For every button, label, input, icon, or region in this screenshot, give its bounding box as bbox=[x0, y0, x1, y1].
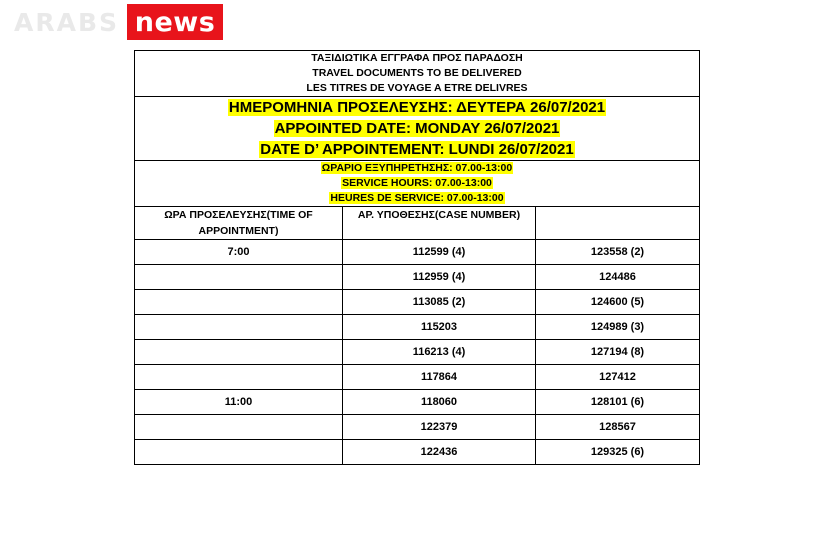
time-cell bbox=[135, 415, 343, 440]
column-header-case: ΑΡ. ΥΠΟΘΕΣΗΣ(CASE NUMBER) bbox=[343, 207, 536, 240]
appointment-date-cell bbox=[135, 97, 700, 161]
time-cell bbox=[135, 315, 343, 340]
case-cell: 118060 bbox=[343, 390, 536, 415]
table-row bbox=[135, 265, 700, 290]
table-row bbox=[135, 365, 700, 390]
table-row bbox=[135, 440, 700, 465]
time-cell bbox=[135, 265, 343, 290]
appointment-date-row bbox=[135, 97, 700, 161]
table-row bbox=[135, 415, 700, 440]
case-cell: 123558 (2) bbox=[536, 240, 700, 265]
appointment-date-greek: ΗΜΕΡΟΜΗΝΙΑ ΠΡΟΣΕΛΕΥΣΗΣ: ΔΕΥΤΕΡΑ 26/07/2021 bbox=[228, 99, 606, 116]
column-header-row bbox=[135, 207, 700, 240]
service-hours-french: HEURES DE SERVICE: 07.00-13:00 bbox=[330, 192, 504, 204]
case-cell: 124989 (3) bbox=[536, 315, 700, 340]
time-cell bbox=[135, 365, 343, 390]
case-cell: 124486 bbox=[536, 265, 700, 290]
time-cell: 7:00 bbox=[135, 240, 343, 265]
column-header-extra bbox=[536, 207, 700, 240]
column-header-time: ΩΡΑ ΠΡΟΣΕΛΕΥΣΗΣ(TIME OF APPOINTMENT) bbox=[135, 207, 343, 240]
case-cell: 122379 bbox=[343, 415, 536, 440]
case-cell: 122436 bbox=[343, 440, 536, 465]
title-row bbox=[135, 51, 700, 97]
table-row bbox=[135, 290, 700, 315]
case-cell: 128567 bbox=[536, 415, 700, 440]
case-cell: 127412 bbox=[536, 365, 700, 390]
table-row bbox=[135, 390, 700, 415]
title-greek: ΤΑΞΙΔΙΩΤΙΚΑ ΕΓΓΡΑΦΑ ΠΡΟΣ ΠΑΡΑΔΟΣΗ bbox=[311, 52, 523, 64]
arabs-watermark: ARABS bbox=[14, 8, 120, 37]
time-cell: 11:00 bbox=[135, 390, 343, 415]
case-cell: 112959 (4) bbox=[343, 265, 536, 290]
table-row bbox=[135, 315, 700, 340]
case-cell: 116213 (4) bbox=[343, 340, 536, 365]
travel-documents-table bbox=[134, 50, 700, 465]
service-hours-english: SERVICE HOURS: 07.00-13:00 bbox=[342, 177, 492, 189]
time-cell bbox=[135, 340, 343, 365]
service-hours-row bbox=[135, 161, 700, 207]
title-cell bbox=[135, 51, 700, 97]
service-hours-cell bbox=[135, 161, 700, 207]
time-cell bbox=[135, 440, 343, 465]
case-cell: 127194 (8) bbox=[536, 340, 700, 365]
case-cell: 115203 bbox=[343, 315, 536, 340]
appointment-date-french: DATE D’ APPOINTEMENT: LUNDI 26/07/2021 bbox=[260, 141, 574, 158]
case-cell: 117864 bbox=[343, 365, 536, 390]
time-cell bbox=[135, 290, 343, 315]
case-cell: 112599 (4) bbox=[343, 240, 536, 265]
case-cell: 113085 (2) bbox=[343, 290, 536, 315]
appointment-date-english: APPOINTED DATE: MONDAY 26/07/2021 bbox=[274, 120, 560, 137]
news-logo: news bbox=[127, 4, 223, 40]
case-cell: 124600 (5) bbox=[536, 290, 700, 315]
title-french: LES TITRES DE VOYAGE A ETRE DELIVRES bbox=[306, 82, 528, 94]
case-cell: 128101 (6) bbox=[536, 390, 700, 415]
case-cell: 129325 (6) bbox=[536, 440, 700, 465]
service-hours-greek: ΩΡΑΡΙΟ ΕΞΥΠΗΡΕΤΗΣΗΣ: 07.00-13:00 bbox=[321, 162, 513, 174]
table-row bbox=[135, 340, 700, 365]
title-english: TRAVEL DOCUMENTS TO BE DELIVERED bbox=[312, 67, 522, 79]
table-row bbox=[135, 240, 700, 265]
